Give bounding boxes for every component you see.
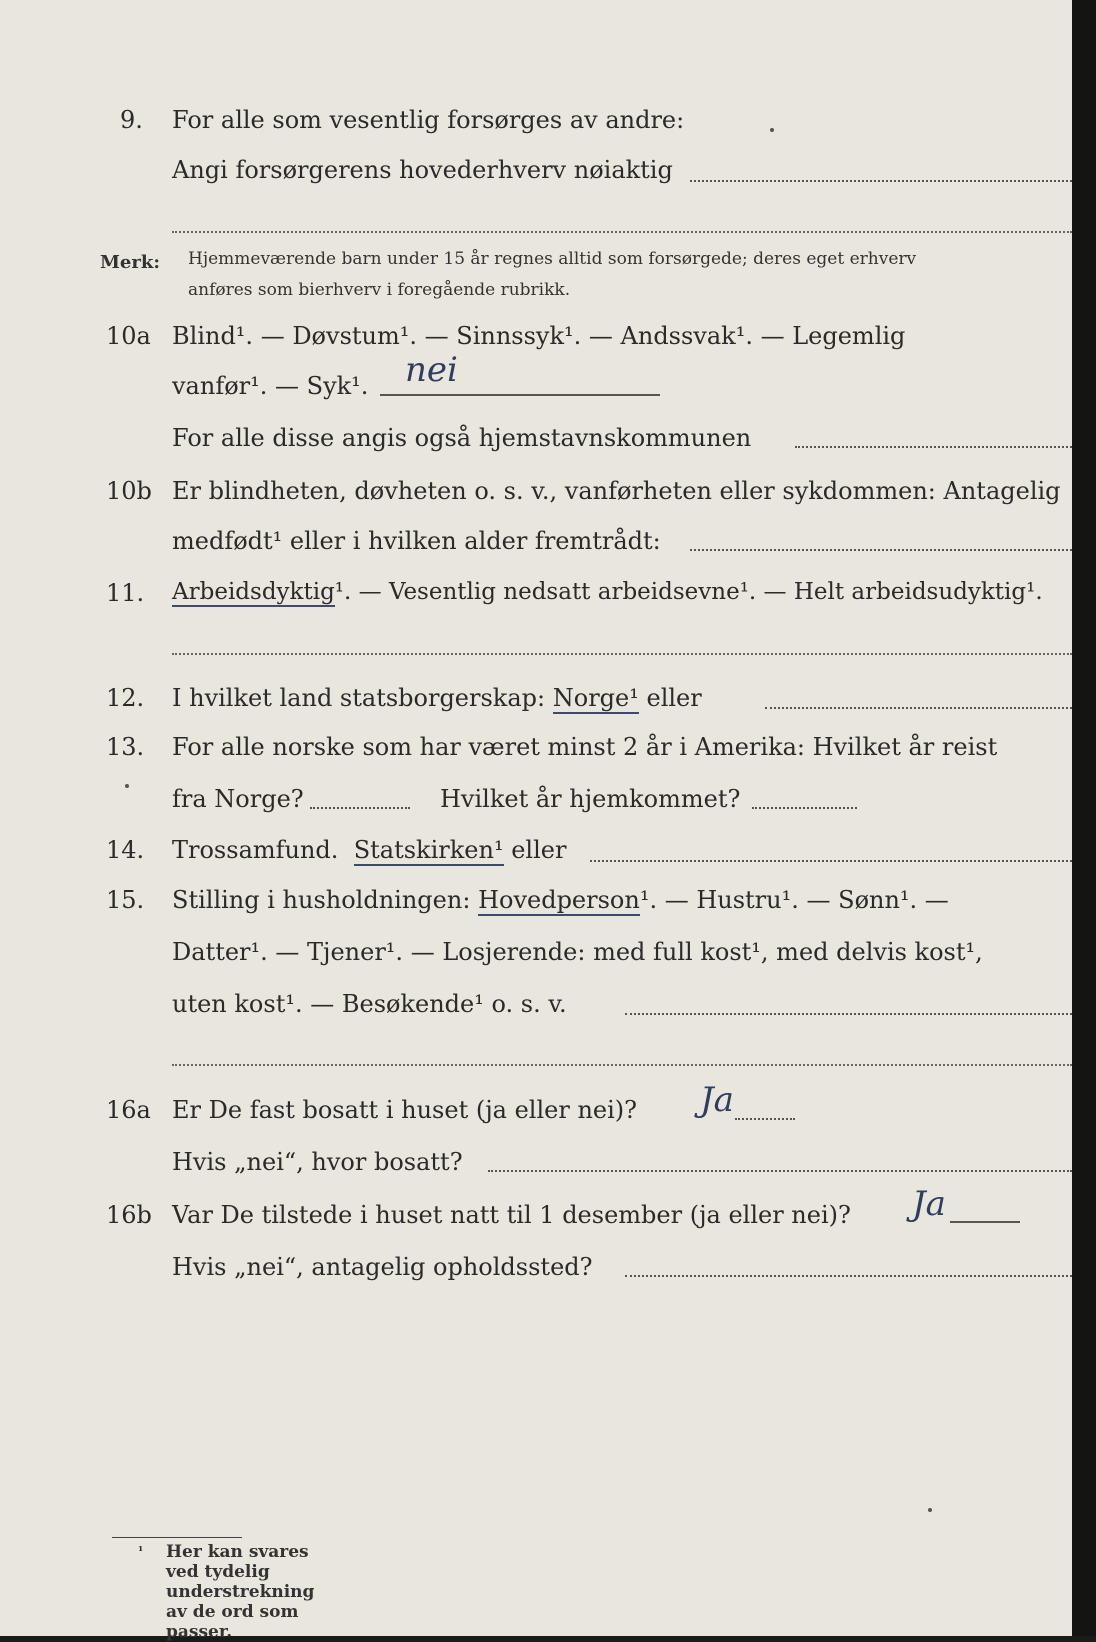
merk-line2: anføres som bierhverv i foregående rubrikk. [188,280,571,300]
q11-answer-line[interactable] [172,653,1072,655]
footnote-text: Her kan svares ved tydelig understrekning av de ord som passer. [166,1542,315,1642]
paper-speck [125,784,129,788]
q13-line1: For alle norske som har været minst 2 år i Amerika: Hvilket år reist [172,733,998,761]
q15-answer-line[interactable] [625,1013,1072,1015]
q14-selected-answer: Statskirken¹ [353,836,504,864]
q15-line2: Datter¹. — Tjener¹. — Losjerende: med full kost¹, med delvis kost¹, [172,938,983,966]
q9-line1: For alle som vesentlig forsørges av andre: [172,106,685,134]
q15-line1 [172,886,949,914]
q10a-answer-line[interactable] [380,394,660,396]
q10a-number: 10a [106,322,151,350]
q13-line2a: fra Norge? [172,785,304,813]
paper-speck [770,128,774,132]
q10a-line2: vanfør¹. — Syk¹. [172,372,369,400]
q13-year-left-line[interactable] [310,807,410,809]
q15-line1-rest: ¹. — Hustru¹. — Sønn¹. — [639,886,949,914]
q13-year-returned-line[interactable] [752,807,857,809]
q14-pre: Trossamfund. [172,836,339,864]
q9-answer-line[interactable] [690,180,1072,182]
q16b-place-line[interactable] [625,1275,1072,1277]
q16a-answer-line[interactable] [735,1118,795,1120]
merk-line1: Hjemmeværende barn under 15 år regnes alltid som forsørgede; deres eget erhverv [188,249,917,269]
q10b-answer-line[interactable] [690,549,1072,551]
q14-answer-line[interactable] [590,860,1072,862]
q15-pre: Stilling i husholdningen: [172,886,471,914]
q15-line3: uten kost¹. — Besøkende¹ o. s. v. [172,990,567,1018]
q12-pre: I hvilket land statsborgerskap: [172,684,546,712]
q16a-line2: Hvis „nei“, hvor bosatt? [172,1148,463,1176]
page-edge [1072,0,1096,1636]
q13-number: 13. [106,733,145,761]
q10a-kommune-line[interactable] [795,446,1072,448]
q10b-number: 10b [106,477,152,505]
q16a-handwritten-answer: Ja [700,1080,734,1120]
q12-text [172,684,702,712]
q11-rest: ¹. — Vesentlig nedsatt arbeidsevne¹. — Helt arbeidsudyktig¹. [334,579,1043,605]
q16b-line2: Hvis „nei“, antagelig opholdssted? [172,1253,593,1281]
q12-answer-line[interactable] [765,707,1072,709]
paper-speck [928,1508,932,1512]
q16a-number: 16a [106,1096,151,1124]
q16b-handwritten-answer: Ja [912,1184,946,1224]
q11-number: 11. [106,579,145,607]
q9-line2: Angi forsørgerens hovederhverv nøiaktig [172,156,673,184]
merk-text [188,244,916,306]
q10a-line1: Blind¹. — Døvstum¹. — Sinnssyk¹. — Andssvak¹. — Legemlig [172,322,906,350]
q10a-handwritten-answer: nei [405,350,458,390]
q12-post: eller [646,684,702,712]
q10b-line2: medfødt¹ eller i hvilken alder fremtrådt: [172,527,661,555]
footnote-rule [112,1537,242,1538]
q15-selected-answer: Hovedperson [478,886,640,914]
q12-selected-answer: Norge¹ [552,684,639,712]
merk-label: Merk: [100,252,160,273]
q11-selected-answer: Arbeidsdyktig [172,579,335,605]
q16b-answer-line[interactable] [950,1221,1020,1223]
q15-number: 15. [106,886,145,914]
q9-number: 9. [120,106,143,134]
q9-answer-line-2[interactable] [172,231,1072,233]
q16a-where-line[interactable] [488,1170,1072,1172]
q16b-line1: Var De tilstede i huset natt til 1 desember (ja eller nei)? [172,1201,851,1229]
q16a-line1: Er De fast bosatt i huset (ja eller nei)? [172,1096,638,1124]
q13-line2b: Hvilket år hjemkommet? [440,785,741,813]
q10b-line1: Er blindheten, døvheten o. s. v., vanførheten eller sykdommen: Antagelig [172,477,1061,505]
q12-number: 12. [106,684,145,712]
q16b-number: 16b [106,1201,152,1229]
footnote-mark: ¹ [138,1544,144,1558]
q10a-line3: For alle disse angis også hjemstavnskommunen [172,424,752,452]
q14-text [172,836,566,864]
q11-text [172,579,1043,605]
q15-answer-line-2[interactable] [172,1064,1072,1066]
q14-number: 14. [106,836,145,864]
q14-post: eller [511,836,567,864]
